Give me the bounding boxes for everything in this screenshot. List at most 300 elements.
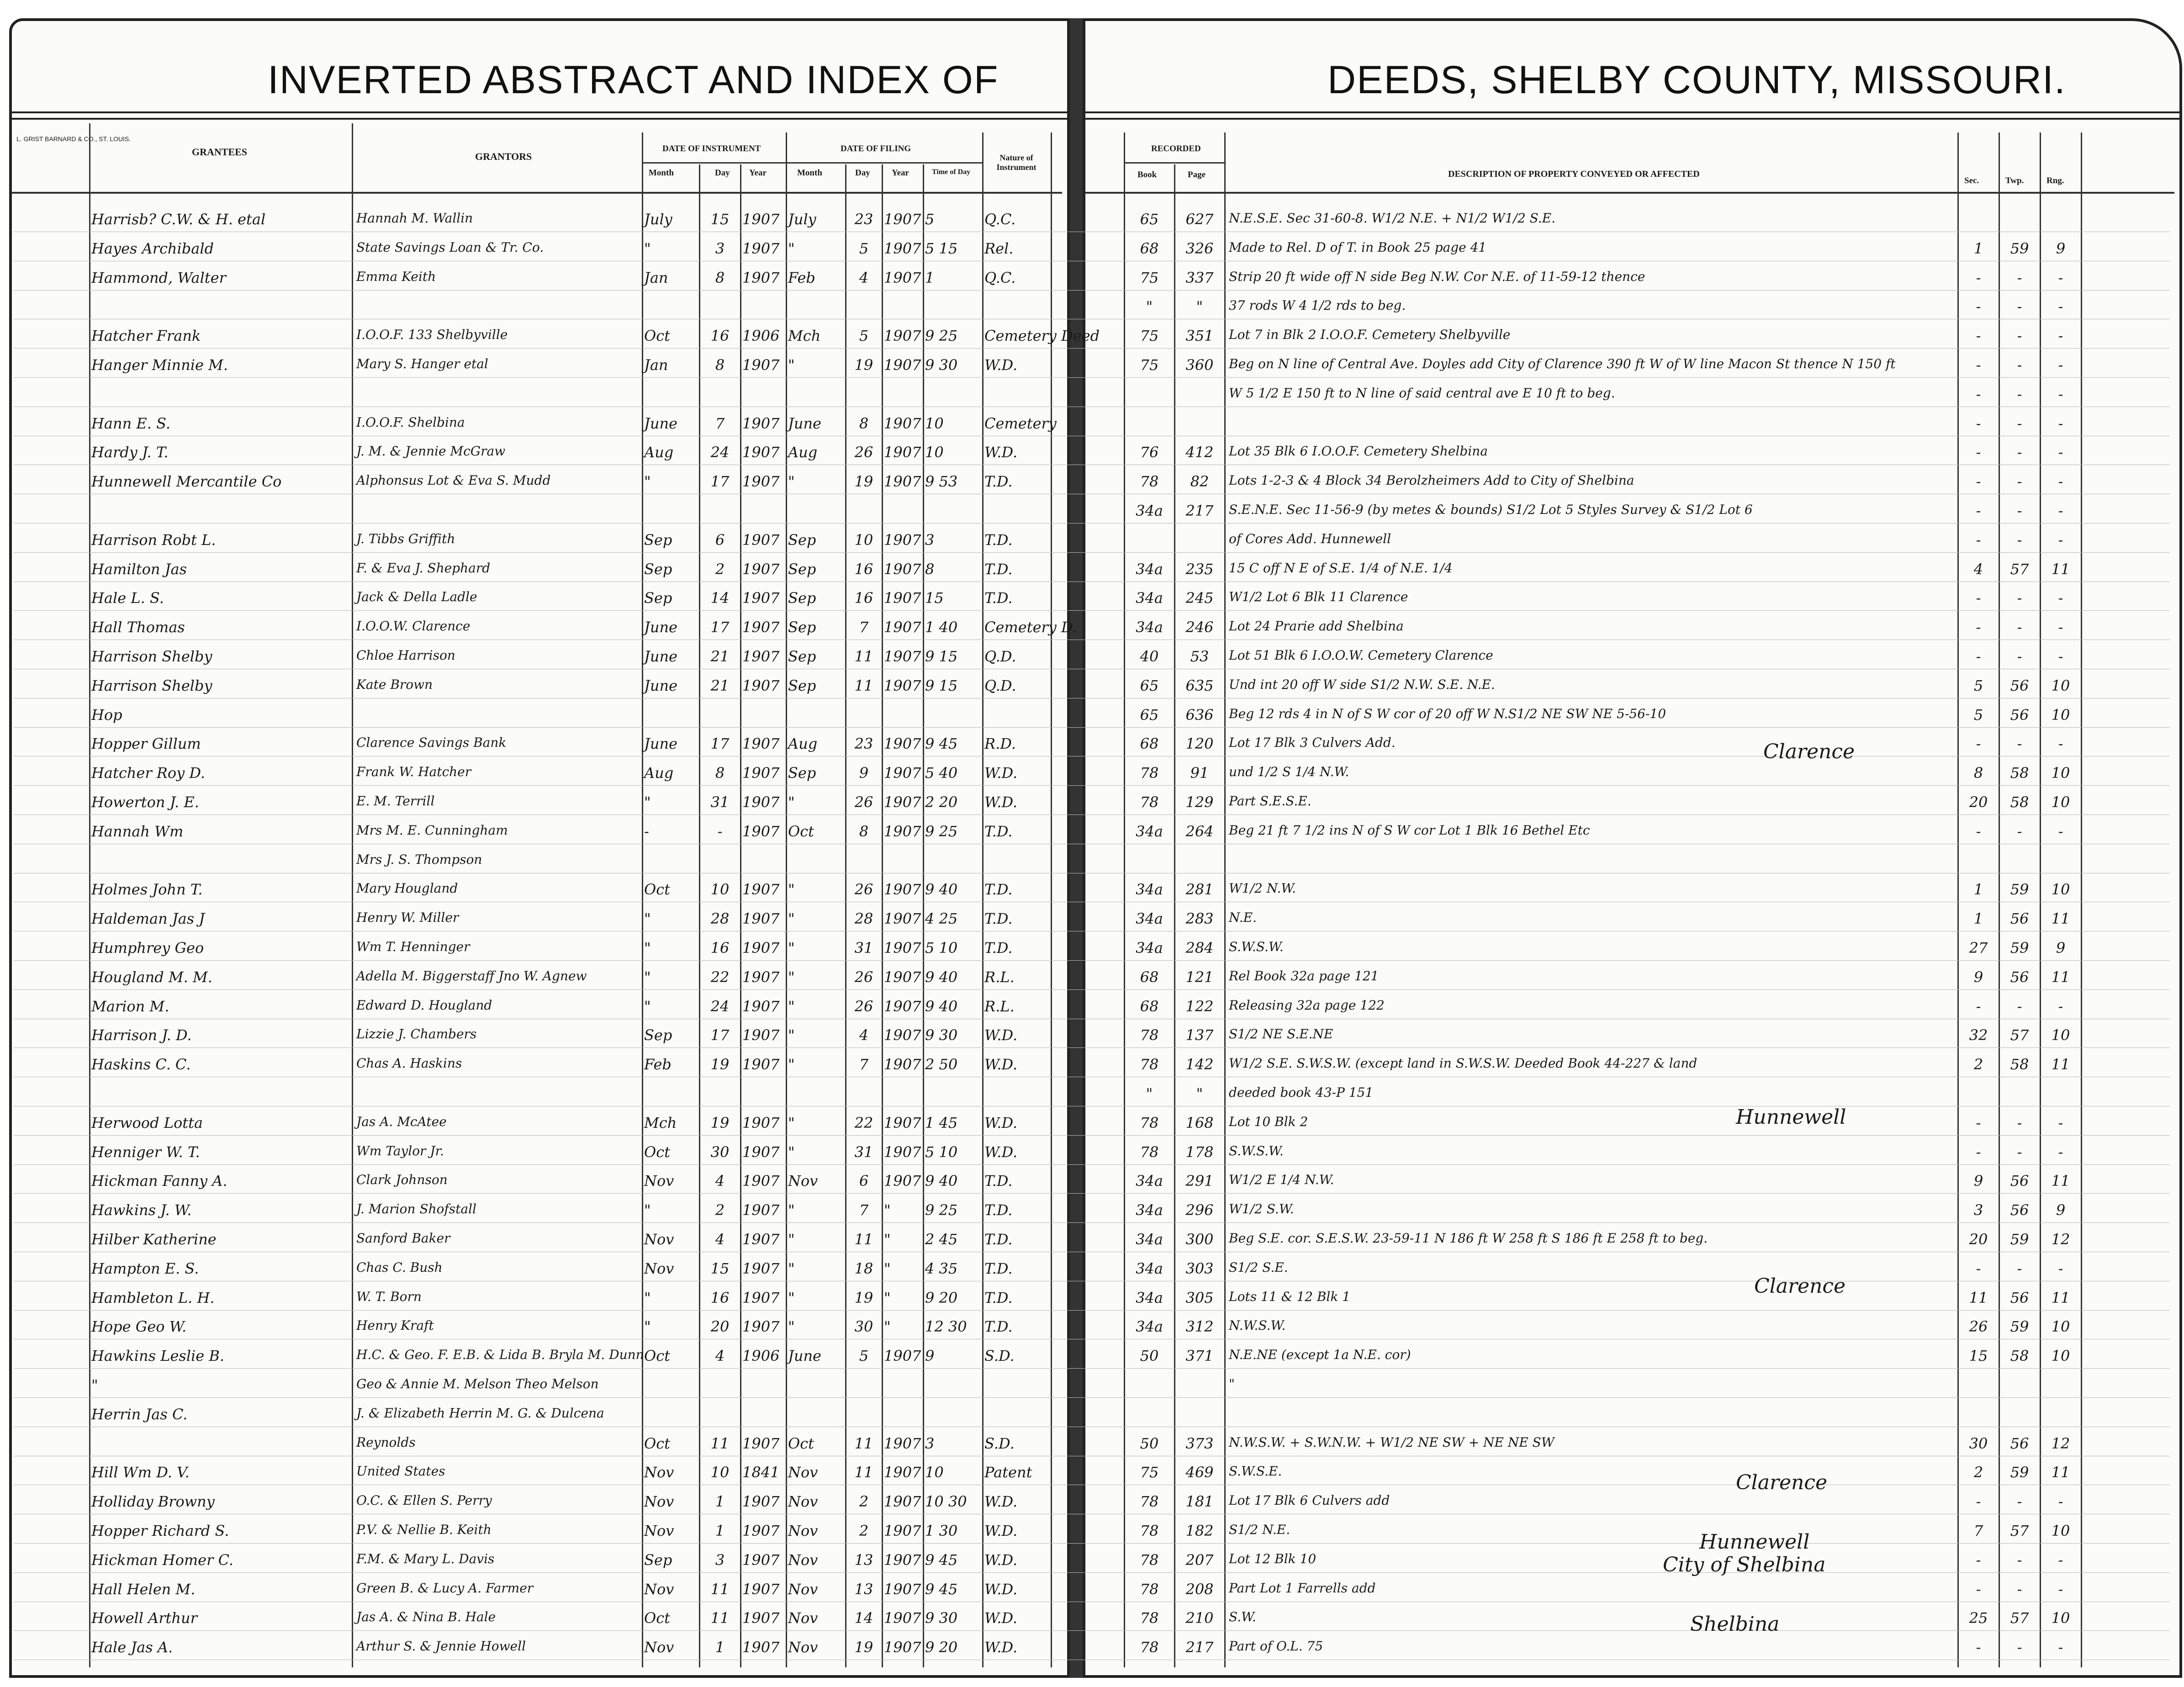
cell-grantee: Hall Helen M. bbox=[91, 1580, 196, 1598]
cell-nat: S.D. bbox=[984, 1347, 1015, 1365]
header-fil-month: Month bbox=[797, 168, 822, 178]
ledger-row bbox=[0, 907, 2184, 930]
cell-id: 30 bbox=[710, 1143, 730, 1161]
cell-id: 10 bbox=[710, 1464, 730, 1481]
cell-fd: 5 bbox=[859, 1347, 869, 1365]
cell-sec: - bbox=[1976, 1493, 1981, 1511]
cell-rng: 11 bbox=[2051, 910, 2070, 928]
cell-fy: 1907 bbox=[884, 968, 921, 986]
cell-id: 15 bbox=[710, 211, 730, 228]
cell-sec: - bbox=[1976, 589, 1981, 607]
cell-bk: 68 bbox=[1140, 735, 1159, 753]
cell-fm: Nov bbox=[788, 1639, 818, 1656]
cell-fd: 6 bbox=[859, 1172, 869, 1190]
cell-sec: 3 bbox=[1973, 1201, 1983, 1219]
cell-pg: 373 bbox=[1185, 1434, 1214, 1452]
cell-twp: 57 bbox=[2010, 1609, 2029, 1627]
cell-fm: Oct bbox=[788, 1434, 814, 1452]
ledger-row bbox=[0, 1578, 2184, 1601]
cell-im: Oct bbox=[644, 881, 671, 899]
cell-grantor: Mary Hougland bbox=[356, 881, 458, 896]
cell-grantor: Kate Brown bbox=[356, 677, 433, 692]
row-rule bbox=[14, 989, 2170, 990]
cell-fy: 1907 bbox=[884, 473, 921, 491]
cell-sec: - bbox=[1976, 356, 1981, 374]
cell-twp: 59 bbox=[2010, 1464, 2029, 1481]
cell-grantor: Clark Johnson bbox=[356, 1172, 448, 1188]
cell-iy: 1906 bbox=[742, 1347, 780, 1365]
cell-ft: 9 40 bbox=[925, 968, 958, 986]
ledger-row bbox=[0, 1169, 2184, 1192]
cell-grantor: H.C. & Geo. F. E.B. & Lida B. Bryla M. Dunn bbox=[356, 1347, 644, 1363]
cell-im: Nov bbox=[644, 1522, 674, 1539]
cell-grantee: Haldeman Jas J bbox=[91, 910, 205, 928]
cell-desc: S1/2 N.E. bbox=[1229, 1522, 1290, 1537]
cell-bk: 75 bbox=[1140, 269, 1159, 286]
cell-iy: 1841 bbox=[742, 1464, 780, 1481]
cell-sec: - bbox=[1976, 1580, 1981, 1598]
cell-desc: N.W.S.W. bbox=[1229, 1318, 1286, 1333]
cell-id: 19 bbox=[710, 1056, 730, 1074]
cell-ft: 9 25 bbox=[925, 822, 958, 840]
cell-rng: 10 bbox=[2051, 1347, 2070, 1365]
ledger-row bbox=[0, 558, 2184, 581]
cell-fy: 1907 bbox=[884, 793, 921, 811]
ledger-row bbox=[0, 383, 2184, 406]
cell-fy: " bbox=[884, 1201, 891, 1219]
cell-fy: " bbox=[884, 1259, 891, 1277]
cell-grantor: Wm T. Henninger bbox=[356, 939, 470, 954]
cell-iy: 1907 bbox=[742, 531, 780, 549]
cell-sec: - bbox=[1976, 269, 1981, 286]
cell-fd: 7 bbox=[859, 619, 869, 636]
cell-desc: Beg on N line of Central Ave. Doyles add City of Clarence 390 ft W of W line Macon St thence N 150 ft bbox=[1229, 356, 1896, 371]
cell-im: Oct bbox=[644, 1143, 671, 1161]
cell-ft: 4 35 bbox=[925, 1259, 958, 1277]
ledger-row bbox=[0, 1111, 2184, 1134]
cell-iy: 1907 bbox=[742, 356, 780, 374]
cell-sec: 5 bbox=[1973, 677, 1983, 694]
margin-note: Hunnewell bbox=[1699, 1530, 1810, 1554]
ledger-row bbox=[0, 820, 2184, 843]
row-rule bbox=[14, 290, 2170, 291]
cell-nat: T.D. bbox=[984, 1172, 1013, 1190]
cell-grantee: Harrison Shelby bbox=[91, 677, 212, 694]
cell-grantor: J. Tibbs Griffith bbox=[356, 531, 455, 546]
cell-sec: 5 bbox=[1973, 706, 1983, 724]
cell-fm: " bbox=[788, 1026, 795, 1044]
cell-nat: W.D. bbox=[984, 1493, 1018, 1511]
cell-iy: 1907 bbox=[742, 1114, 780, 1132]
cell-bk: 68 bbox=[1140, 968, 1159, 986]
cell-desc: Beg 12 rds 4 in N of S W cor of 20 off W N.S1/2 NE SW NE 5-56-10 bbox=[1229, 706, 1666, 721]
cell-fm: " bbox=[788, 1201, 795, 1219]
cell-fy: 1907 bbox=[884, 881, 921, 899]
cell-im: Oct bbox=[644, 1347, 671, 1365]
cell-rng: - bbox=[2058, 1551, 2063, 1569]
cell-pg: 412 bbox=[1185, 444, 1214, 461]
cell-grantor: Mrs J. S. Thompson bbox=[356, 851, 482, 867]
cell-grantor: Wm Taylor Jr. bbox=[356, 1143, 444, 1158]
cell-fd: 10 bbox=[854, 531, 873, 549]
cell-pg: 337 bbox=[1185, 269, 1214, 286]
cell-iy: 1907 bbox=[742, 211, 780, 228]
cell-iy: 1907 bbox=[742, 414, 780, 432]
cell-fy: 1907 bbox=[884, 1609, 921, 1627]
cell-grantee: Herwood Lotta bbox=[91, 1114, 203, 1132]
cell-fm: Nov bbox=[788, 1493, 818, 1511]
title-rule-2 bbox=[12, 118, 1067, 120]
cell-fd: 4 bbox=[859, 1026, 869, 1044]
cell-id: 31 bbox=[710, 793, 730, 811]
cell-fm: Sep bbox=[788, 531, 816, 549]
cell-bk: 50 bbox=[1140, 1347, 1159, 1365]
cell-iy: 1907 bbox=[742, 560, 780, 578]
cell-nat: T.D. bbox=[984, 589, 1013, 607]
cell-pg: 182 bbox=[1185, 1522, 1214, 1539]
cell-pg: 120 bbox=[1185, 735, 1214, 753]
cell-rng: 10 bbox=[2051, 706, 2070, 724]
cell-rng: - bbox=[2058, 327, 2063, 345]
cell-grantor: P.V. & Nellie B. Keith bbox=[356, 1522, 492, 1537]
cell-fy: 1907 bbox=[884, 1639, 921, 1656]
cell-im: - bbox=[644, 822, 649, 840]
cell-grantee: Hickman Homer C. bbox=[91, 1551, 234, 1569]
cell-sec: 2 bbox=[1973, 1056, 1983, 1074]
cell-grantee: Herrin Jas C. bbox=[91, 1405, 188, 1423]
header-inst-month: Month bbox=[649, 168, 674, 178]
cell-id: 8 bbox=[715, 764, 725, 782]
cell-bk: 76 bbox=[1140, 444, 1159, 461]
cell-bk: 34a bbox=[1136, 1231, 1163, 1248]
cell-desc: Lot 10 Blk 2 bbox=[1229, 1114, 1308, 1129]
cell-rng: 9 bbox=[2056, 939, 2066, 957]
cell-sec: 25 bbox=[1969, 1609, 1988, 1627]
cell-nat: W.D. bbox=[984, 1056, 1018, 1074]
cell-ft: 5 40 bbox=[925, 764, 958, 782]
cell-grantee: Hambleton L. H. bbox=[91, 1289, 215, 1306]
printer-imprint: L. GRIST BARNARD & CO., ST. LOUIS. bbox=[16, 135, 131, 143]
cell-im: " bbox=[644, 997, 651, 1015]
cell-iy: 1907 bbox=[742, 939, 780, 957]
cell-bk: 78 bbox=[1140, 1551, 1159, 1569]
row-rule bbox=[14, 1222, 2170, 1223]
title-rule bbox=[12, 111, 1067, 113]
cell-id: 17 bbox=[710, 1026, 730, 1044]
cell-fd: 31 bbox=[854, 939, 873, 957]
cell-rng: 11 bbox=[2051, 968, 2070, 986]
cell-fd: 7 bbox=[859, 1201, 869, 1219]
cell-fy: 1907 bbox=[884, 997, 921, 1015]
cell-rng: 11 bbox=[2051, 1056, 2070, 1074]
cell-bk: 78 bbox=[1140, 1522, 1159, 1539]
cell-grantor: Reynolds bbox=[356, 1434, 416, 1450]
row-rule bbox=[14, 960, 2170, 961]
cell-twp: 56 bbox=[2010, 910, 2029, 928]
cell-grantor: Chloe Harrison bbox=[356, 648, 455, 663]
cell-twp: - bbox=[2017, 385, 2022, 403]
cell-fm: " bbox=[788, 1143, 795, 1161]
cell-fy: 1907 bbox=[884, 939, 921, 957]
cell-desc: N.E.NE (except 1a N.E. cor) bbox=[1229, 1347, 1411, 1363]
cell-pg: 300 bbox=[1185, 1231, 1214, 1248]
cell-bk: 78 bbox=[1140, 1143, 1159, 1161]
cell-fd: 18 bbox=[854, 1259, 873, 1277]
cell-fd: 13 bbox=[854, 1580, 873, 1598]
cell-grantor: W. T. Born bbox=[356, 1289, 422, 1304]
cell-rng: 12 bbox=[2051, 1434, 2070, 1452]
cell-rng: 10 bbox=[2051, 1522, 2070, 1539]
cell-pg: 360 bbox=[1185, 356, 1214, 374]
cell-bk: 50 bbox=[1140, 1434, 1159, 1452]
cell-grantee: Hill Wm D. V. bbox=[91, 1464, 190, 1481]
cell-rng: 10 bbox=[2051, 677, 2070, 694]
cell-grantee: Hunnewell Mercantile Co bbox=[91, 473, 282, 491]
cell-nat: T.D. bbox=[984, 1289, 1013, 1306]
cell-desc: S.W. bbox=[1229, 1609, 1256, 1625]
cell-pg: 284 bbox=[1185, 939, 1214, 957]
cell-bk: 34a bbox=[1136, 1259, 1163, 1277]
cell-pg: 181 bbox=[1185, 1493, 1214, 1511]
cell-twp: - bbox=[2017, 1580, 2022, 1598]
cell-fy: 1907 bbox=[884, 677, 921, 694]
subheader-rule bbox=[642, 162, 982, 164]
cell-id: 2 bbox=[715, 1201, 725, 1219]
cell-twp: - bbox=[2017, 444, 2022, 461]
cell-grantee: Hall Thomas bbox=[91, 619, 185, 636]
cell-grantor: Edward D. Hougland bbox=[356, 997, 492, 1013]
cell-bk: 34a bbox=[1136, 560, 1163, 578]
cell-grantee: Henniger W. T. bbox=[91, 1143, 200, 1161]
cell-pg: 235 bbox=[1185, 560, 1214, 578]
cell-pg: 283 bbox=[1185, 910, 1214, 928]
cell-sec: - bbox=[1976, 531, 1981, 549]
cell-desc: Lot 7 in Blk 2 I.O.O.F. Cemetery Shelbyville bbox=[1229, 327, 1511, 343]
cell-grantee: Howell Arthur bbox=[91, 1609, 197, 1627]
cell-desc: N.W.S.W. + S.W.N.W. + W1/2 NE SW + NE NE SW bbox=[1229, 1434, 1555, 1450]
cell-nat: Q.D. bbox=[984, 677, 1016, 694]
cell-ft: 15 bbox=[925, 589, 944, 607]
cell-fd: 9 bbox=[859, 764, 869, 782]
cell-iy: 1907 bbox=[742, 910, 780, 928]
ledger-row bbox=[0, 1461, 2184, 1484]
ledger-row bbox=[0, 237, 2184, 260]
cell-id: 8 bbox=[715, 269, 725, 286]
cell-grantee: Holmes John T. bbox=[91, 881, 203, 899]
ledger-row bbox=[0, 791, 2184, 814]
cell-nat: T.D. bbox=[984, 1318, 1013, 1336]
cell-grantor: J. M. & Jennie McGraw bbox=[356, 444, 506, 459]
cell-desc: Releasing 32a page 122 bbox=[1229, 997, 1385, 1013]
cell-grantor: State Savings Loan & Tr. Co. bbox=[356, 239, 544, 255]
cell-twp: 56 bbox=[2010, 677, 2029, 694]
cell-grantor: Frank W. Hatcher bbox=[356, 764, 471, 780]
cell-fy: 1907 bbox=[884, 414, 921, 432]
cell-ft: 1 40 bbox=[925, 619, 958, 636]
cell-nat: Q.C. bbox=[984, 211, 1016, 228]
cell-pg: 312 bbox=[1185, 1318, 1214, 1336]
cell-iy: 1907 bbox=[742, 1026, 780, 1044]
cell-fd: 23 bbox=[854, 211, 873, 228]
cell-iy: 1907 bbox=[742, 1551, 780, 1569]
cell-id: 11 bbox=[710, 1609, 730, 1627]
cell-im: Nov bbox=[644, 1231, 674, 1248]
margin-note: Clarence bbox=[1763, 740, 1855, 763]
cell-fy: 1907 bbox=[884, 1522, 921, 1539]
cell-twp: 59 bbox=[2010, 1231, 2029, 1248]
cell-twp: 58 bbox=[2010, 793, 2029, 811]
cell-iy: 1907 bbox=[742, 444, 780, 461]
cell-grantor: J. & Elizabeth Herrin M. G. & Dulcena bbox=[356, 1405, 604, 1421]
cell-twp: - bbox=[2017, 1114, 2022, 1132]
cell-bk: 40 bbox=[1140, 648, 1159, 665]
cell-fm: " bbox=[788, 1114, 795, 1132]
row-rule bbox=[14, 1397, 2170, 1398]
cell-pg: 121 bbox=[1185, 968, 1214, 986]
cell-nat: Cemetery bbox=[984, 414, 1057, 432]
cell-rng: 11 bbox=[2051, 560, 2070, 578]
cell-im: " bbox=[644, 239, 651, 257]
cell-rng: - bbox=[2058, 735, 2063, 753]
ledger-row bbox=[0, 354, 2184, 376]
cell-ft: 12 30 bbox=[925, 1318, 967, 1336]
cell-ft: 9 30 bbox=[925, 356, 958, 374]
cell-rng: - bbox=[2058, 1143, 2063, 1161]
cell-nat: Cemetery Deed bbox=[984, 327, 1100, 345]
cell-pg: 129 bbox=[1185, 793, 1214, 811]
cell-grantee: Hale L. S. bbox=[91, 589, 164, 607]
cell-sec: - bbox=[1976, 298, 1981, 316]
cell-im: June bbox=[644, 648, 677, 665]
cell-fd: 2 bbox=[859, 1493, 869, 1511]
cell-sec: - bbox=[1976, 327, 1981, 345]
cell-fd: 11 bbox=[854, 1231, 873, 1248]
cell-im: Sep bbox=[644, 1551, 672, 1569]
cell-bk: 34a bbox=[1136, 502, 1163, 519]
cell-ft: 9 30 bbox=[925, 1026, 958, 1044]
cell-bk: 78 bbox=[1140, 1609, 1159, 1627]
cell-iy: 1907 bbox=[742, 589, 780, 607]
cell-twp: - bbox=[2017, 531, 2022, 549]
cell-im: Nov bbox=[644, 1493, 674, 1511]
cell-id: 20 bbox=[710, 1318, 730, 1336]
cell-grantee: Howerton J. E. bbox=[91, 793, 199, 811]
cell-im: June bbox=[644, 735, 677, 753]
cell-sec: - bbox=[1976, 385, 1981, 403]
cell-pg: 281 bbox=[1185, 881, 1214, 899]
cell-desc: Made to Rel. D of T. in Book 25 page 41 bbox=[1229, 239, 1487, 255]
cell-fy: 1907 bbox=[884, 1551, 921, 1569]
cell-fm: " bbox=[788, 793, 795, 811]
cell-grantor: Henry Kraft bbox=[356, 1318, 434, 1333]
cell-rng: 10 bbox=[2051, 793, 2070, 811]
cell-ft: 9 45 bbox=[925, 1580, 958, 1598]
cell-fd: 2 bbox=[859, 1522, 869, 1539]
cell-fm: " bbox=[788, 968, 795, 986]
cell-twp: - bbox=[2017, 414, 2022, 432]
cell-iy: 1907 bbox=[742, 1639, 780, 1656]
cell-grantee: Hopper Richard S. bbox=[91, 1522, 229, 1539]
ledger-row bbox=[0, 1374, 2184, 1396]
ledger-row bbox=[0, 1024, 2184, 1047]
cell-nat: W.D. bbox=[984, 1026, 1018, 1044]
cell-im: June bbox=[644, 414, 677, 432]
cell-rng: - bbox=[2058, 822, 2063, 840]
cell-rng: - bbox=[2058, 1639, 2063, 1656]
cell-twp: - bbox=[2017, 1259, 2022, 1277]
cell-rng: 9 bbox=[2056, 1201, 2066, 1219]
header-grantors: GRANTORS bbox=[475, 151, 532, 162]
ledger-row bbox=[0, 1228, 2184, 1251]
cell-bk: 34a bbox=[1136, 1318, 1163, 1336]
cell-fm: Nov bbox=[788, 1551, 818, 1569]
cell-iy: 1907 bbox=[742, 1493, 780, 1511]
cell-id: 15 bbox=[710, 1259, 730, 1277]
cell-id: 11 bbox=[710, 1580, 730, 1598]
cell-rng: 10 bbox=[2051, 1318, 2070, 1336]
cell-grantor: Jas A. & Nina B. Hale bbox=[356, 1609, 496, 1625]
cell-id: 17 bbox=[710, 735, 730, 753]
cell-nat: W.D. bbox=[984, 1522, 1018, 1539]
cell-sec: - bbox=[1976, 1639, 1981, 1656]
cell-desc: S.W.S.W. bbox=[1229, 1143, 1284, 1158]
cell-fd: 26 bbox=[854, 793, 873, 811]
cell-rng: - bbox=[2058, 589, 2063, 607]
cell-grantee: Holliday Browny bbox=[91, 1493, 215, 1511]
header-fil-year: Year bbox=[892, 168, 909, 178]
cell-fd: 26 bbox=[854, 444, 873, 461]
cell-im: Nov bbox=[644, 1172, 674, 1190]
cell-fd: 30 bbox=[854, 1318, 873, 1336]
ledger-row bbox=[0, 1490, 2184, 1513]
cell-grantor: United States bbox=[356, 1464, 445, 1479]
row-rule bbox=[14, 1193, 2170, 1194]
cell-fy: 1907 bbox=[884, 239, 921, 257]
cell-im: " bbox=[644, 1318, 651, 1336]
cell-rng: 10 bbox=[2051, 1026, 2070, 1044]
cell-pg: " bbox=[1196, 1085, 1203, 1102]
cell-fd: 16 bbox=[854, 589, 873, 607]
cell-fd: 8 bbox=[859, 414, 869, 432]
cell-sec: - bbox=[1976, 735, 1981, 753]
cell-desc: Lot 51 Blk 6 I.O.O.W. Cemetery Clarence bbox=[1229, 648, 1493, 663]
cell-grantor: Chas C. Bush bbox=[356, 1259, 443, 1275]
cell-desc: S.W.S.W. bbox=[1229, 939, 1284, 954]
cell-fm: Feb bbox=[788, 269, 815, 286]
cell-rng: - bbox=[2058, 298, 2063, 316]
cell-pg: 142 bbox=[1185, 1056, 1214, 1074]
cell-id: 3 bbox=[715, 239, 725, 257]
cell-id: 4 bbox=[715, 1347, 725, 1365]
cell-rng: 10 bbox=[2051, 764, 2070, 782]
cell-desc: Part Lot 1 Farrells add bbox=[1229, 1580, 1376, 1596]
cell-fd: 26 bbox=[854, 881, 873, 899]
cell-ft: 9 25 bbox=[925, 1201, 958, 1219]
cell-id: 28 bbox=[710, 910, 730, 928]
cell-grantee: Harrison Robt L. bbox=[91, 531, 216, 549]
cell-fy: 1907 bbox=[884, 619, 921, 636]
cell-iy: 1907 bbox=[742, 1609, 780, 1627]
cell-im: " bbox=[644, 939, 651, 957]
cell-sec: - bbox=[1976, 997, 1981, 1015]
cell-ft: 4 25 bbox=[925, 910, 958, 928]
cell-rng: 12 bbox=[2051, 1231, 2070, 1248]
cell-pg: 303 bbox=[1185, 1259, 1214, 1277]
cell-fd: 7 bbox=[859, 1056, 869, 1074]
cell-grantor: Clarence Savings Bank bbox=[356, 735, 507, 751]
cell-twp: - bbox=[2017, 619, 2022, 636]
cell-fd: 11 bbox=[854, 677, 873, 694]
